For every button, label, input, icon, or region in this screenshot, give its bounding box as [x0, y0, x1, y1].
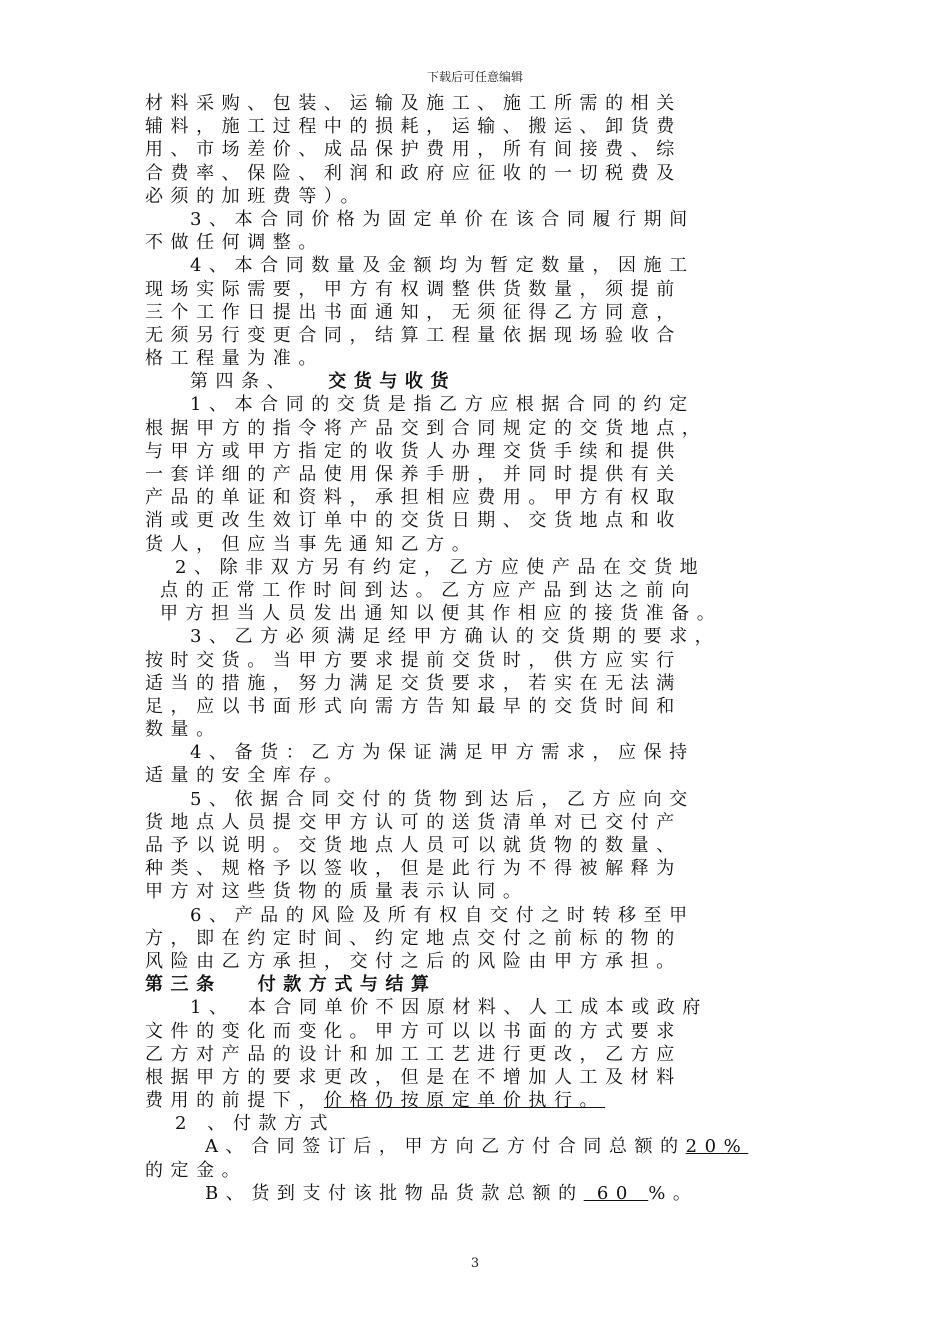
text-line: 消或更改生效订单中的交货日期、交货地点和收 [145, 510, 682, 532]
section-heading [145, 973, 815, 996]
text-line: 数量。 [145, 719, 222, 741]
text-line: 三个工作日提出书面通知，无须征得乙方同意， [145, 301, 682, 323]
text-line: 货人，但应当事先通知乙方。 [145, 533, 478, 555]
text-line: 根据甲方的要求更改，但是在不增加人工及材料 [145, 1066, 682, 1088]
text-line: 品予以说明。交货地点人员可以就货物的数量、 [145, 835, 682, 856]
section-heading-title: 交货与收货 [328, 371, 457, 393]
text-line: 货地点人员提交甲方认可的送货清单对已交付产 [145, 811, 682, 833]
text-line: 辅料，施工过程中的损耗，运输、搬运、卸货费 [145, 116, 682, 138]
text-line: 足，应以书面形式向需方告知最早的交货时间和 [145, 695, 682, 717]
text-line: 4、备货：乙方为保证满足甲方需求，应保持 [190, 742, 695, 764]
section-heading-label: 第三条 [145, 974, 222, 996]
text-line: 风险由乙方承担，交付之后的风险由甲方承担。 [145, 950, 682, 972]
text-line: 1、 本合同单价不因原材料、人工成本或政府 [190, 997, 708, 1019]
text-line [145, 1182, 815, 1205]
text-line: 5、依据合同交付的货物到达后，乙方应向交 [190, 788, 695, 810]
text-line: 4、本合同数量及金额均为暂定数量，因施工 [190, 255, 695, 277]
text-line: 1、本合同的交货是指乙方应根据合同的约定 [190, 394, 695, 416]
text-line: 一套详细的产品使用保养手册，并同时提供有关 [145, 464, 682, 485]
underlined-text: 60 [583, 1182, 649, 1204]
text-line: 的定金。 [145, 1159, 248, 1181]
text-line: 乙方对产品的设计和加工工艺进行更改，乙方应 [145, 1043, 682, 1065]
text-segment: B、货到支付该批物品货款总额的 [205, 1182, 584, 1204]
text-line: 甲方担当人员发出通知以便其作相应的接货准备。 [160, 603, 723, 625]
section-heading-title: 付款方式与结算 [257, 974, 437, 996]
text-line: 3、乙方必须满足经甲方确认的交货期的要求， [190, 626, 721, 648]
page-number: 3 [470, 1256, 480, 1271]
text-line: 文件的变化而变化。甲方可以以书面的方式要求 [145, 1020, 682, 1042]
text-segment: A、合同签订后，甲方向乙方付合同总额的 [205, 1136, 686, 1158]
text-line [145, 1135, 815, 1158]
text-line: 根据甲方的指令将产品交到合同规定的交货地点， [145, 417, 708, 439]
text-line: 用、市场差价、成品保护费用，所有间接费、综 [145, 139, 682, 161]
text-line: 按时交货。当甲方要求提前交货时，供方应实行 [145, 649, 682, 671]
text-line: 必须的加班费等）。 [145, 185, 367, 207]
text-line: 格工程量为准。 [145, 348, 324, 370]
text-line: 2、除非双方另有约定，乙方应使产品在交货地 [175, 556, 706, 578]
text-line: 不做任何调整。 [145, 232, 324, 254]
document-body [145, 92, 815, 1205]
text-line: 6、产品的风险及所有权自交付之时转移至甲 [190, 904, 695, 926]
text-line [145, 1089, 815, 1112]
section-heading [145, 370, 815, 393]
underlined-text: 20% [685, 1136, 749, 1158]
text-line: 3、本合同价格为固定单价在该合同履行期间 [190, 208, 695, 230]
text-line: 无须另行变更合同，结算工程量依据现场验收合 [145, 324, 682, 346]
text-line: 合费率、保险、利润和政府应征收的一切税费及 [145, 162, 682, 184]
page-header: 下载后可任意编辑 [426, 70, 523, 84]
text-line: 甲方对这些货物的质量表示认同。 [145, 881, 529, 903]
text-line: 种类、规格予以签收，但是此行为不得被解释为 [145, 858, 682, 880]
text-line: 现场实际需要，甲方有权调整供货数量，须提前 [145, 278, 682, 300]
text-line: 适量的安全库存。 [145, 765, 350, 787]
text-line: 与甲方或甲方指定的收货人办理交货手续和提供 [145, 440, 682, 462]
text-line: 材料采购、包装、运输及施工、施工所需的相关 [145, 93, 682, 114]
text-segment: %。 [648, 1182, 699, 1204]
text-line: 适当的措施，努力满足交货要求，若实在无法满 [145, 672, 682, 694]
text-line: 产品的单证和资料，承担相应费用。甲方有权取 [145, 487, 682, 509]
text-line: 方，即在约定时间、约定地点交付之前标的物的 [145, 927, 682, 949]
text-line: 点的正常工作时间到达。乙方应产品到达之前向 [160, 579, 697, 601]
underlined-text: 价格仍按原定单价执行。 [323, 1090, 606, 1112]
section-heading-label: 第四条、 [190, 371, 293, 393]
text-segment: 费用的前提下， [145, 1090, 324, 1112]
text-line: 2 、付款方式 [175, 1113, 336, 1135]
